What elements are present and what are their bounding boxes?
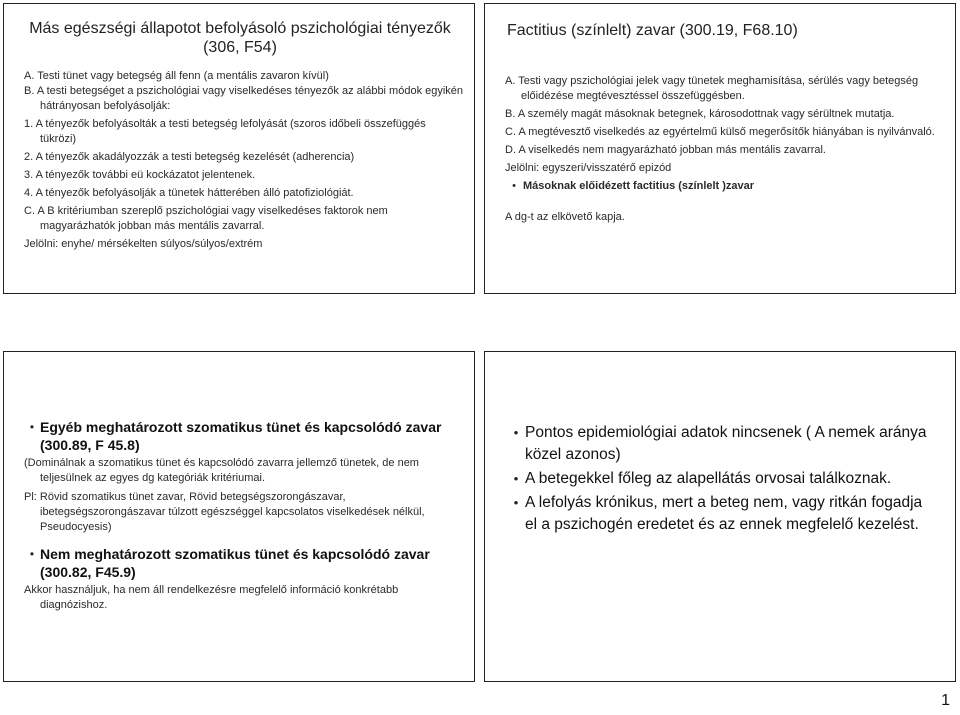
slide-body	[24, 418, 464, 613]
criterion-b-3: 3. A tényezők további eü kockázatot jelentenek.	[24, 169, 256, 181]
specifier-note: Jelölni: egyszeri/visszatérő epizód	[505, 162, 672, 174]
criterion-b-1: 1. A tényezők befolyásolták a testi betegség lefolyását (szoros időbeli összefüggés tükrözi)	[24, 118, 426, 145]
bullet-icon: •	[29, 420, 35, 434]
criterion-c: C. A B kritériumban szereplő pszichológiai vagy viselkedéses faktorok nem magyarázhatók jobban más mentális zavarral.	[24, 205, 388, 232]
slide-psychological-factors	[3, 3, 475, 294]
slide-body	[507, 422, 937, 538]
slide-title: Factitius (színlelt) zavar (300.19, F68.10)	[507, 22, 798, 39]
bullet-item	[505, 179, 945, 194]
criterion-b-4: 4. A tényezők befolyásolják a tünetek hátterében álló patofiziológiát.	[24, 187, 354, 199]
criterion-a: A. Testi vagy pszichológiai jelek vagy tünetek meghamisítása, sérülés vagy betegség előidézése megtévesztéssel összefüggésben.	[505, 75, 919, 102]
slide-body	[24, 69, 464, 252]
bullet-item	[507, 468, 937, 490]
slide-factitious-disorder	[484, 3, 956, 294]
bullet-icon: •	[29, 547, 35, 561]
bullet-item	[507, 422, 937, 466]
bullet-item	[507, 492, 937, 536]
example-paragraph: Pl: Rövid szomatikus tünet zavar, Rövid betegségszorongászavar, ibetegségszorongászavar túlzott egészséggel kapcsolatos viselkedések nélkül, Pseudocyesis)	[24, 491, 425, 533]
criterion-c: C. A megtévesztő viselkedés az egyértelmű külső megerősítők hiányában is nyilvánvaló.	[505, 126, 935, 138]
bullet-icon: •	[512, 180, 516, 192]
usage-paragraph: Akkor használjuk, ha nem áll rendelkezésre megfelelő információ konkrétabb diagnózishoz.	[24, 584, 399, 611]
criterion-b: B. A testi betegséget a pszichológiai vagy viselkedéses tényezők az alábbi módok egyikén hátrányosan befolyásolják:	[24, 85, 464, 112]
bullet-icon: •	[513, 425, 519, 440]
description-paragraph: (Dominálnak a szomatikus tünet és kapcsolódó zavarra jellemző tünetek, de nem teljesülnek az egyes dg kategóriák kritériumai.	[24, 457, 419, 484]
slide-body	[505, 74, 945, 225]
bullet-text: A betegekkel főleg az alapellátás orvosai találkoznak.	[525, 470, 892, 487]
bullet-text: A lefolyás krónikus, mert a beteg nem, vagy ritkán fogadja el a pszichogén eredetet és az ennek megfelelő kezelést.	[525, 494, 923, 533]
bullet-icon: •	[513, 495, 519, 510]
bullet-heading: Egyéb meghatározott szomatikus tünet és kapcsolódó zavar (300.89, F 45.8)	[40, 419, 442, 453]
slide-title: Más egészségi állapotot befolyásoló pszichológiai tényezők (306, F54)	[29, 20, 451, 56]
bullet-text: Pontos epidemiológiai adatok nincsenek ( A nemek aránya közel azonos)	[525, 424, 927, 463]
footer-note: A dg-t az elkövető kapja.	[505, 211, 625, 223]
bullet-text: Másoknak előidézett factitius (színlelt )zavar	[523, 180, 755, 192]
slide-epidemiology	[484, 351, 956, 682]
slide-other-somatic	[3, 351, 475, 682]
page-number: 1	[941, 692, 950, 709]
criterion-b: B. A személy magát másoknak betegnek, károsodottnak vagy sérültnek mutatja.	[505, 108, 895, 120]
criterion-d: D. A viselkedés nem magyarázható jobban más mentális zavarral.	[505, 144, 826, 156]
specifier-note: Jelölni: enyhe/ mérsékelten súlyos/súlyos/extrém	[24, 238, 263, 250]
criterion-a: A. Testi tünet vagy betegség áll fenn (a mentális zavaron kívül)	[24, 70, 329, 82]
bullet-item	[24, 418, 464, 454]
bullet-item	[24, 545, 464, 581]
criterion-b-2: 2. A tényezők akadályozzák a testi betegség kezelését (adherencia)	[24, 151, 355, 163]
bullet-heading: Nem meghatározott szomatikus tünet és kapcsolódó zavar (300.82, F45.9)	[40, 546, 430, 580]
bullet-icon: •	[513, 471, 519, 486]
